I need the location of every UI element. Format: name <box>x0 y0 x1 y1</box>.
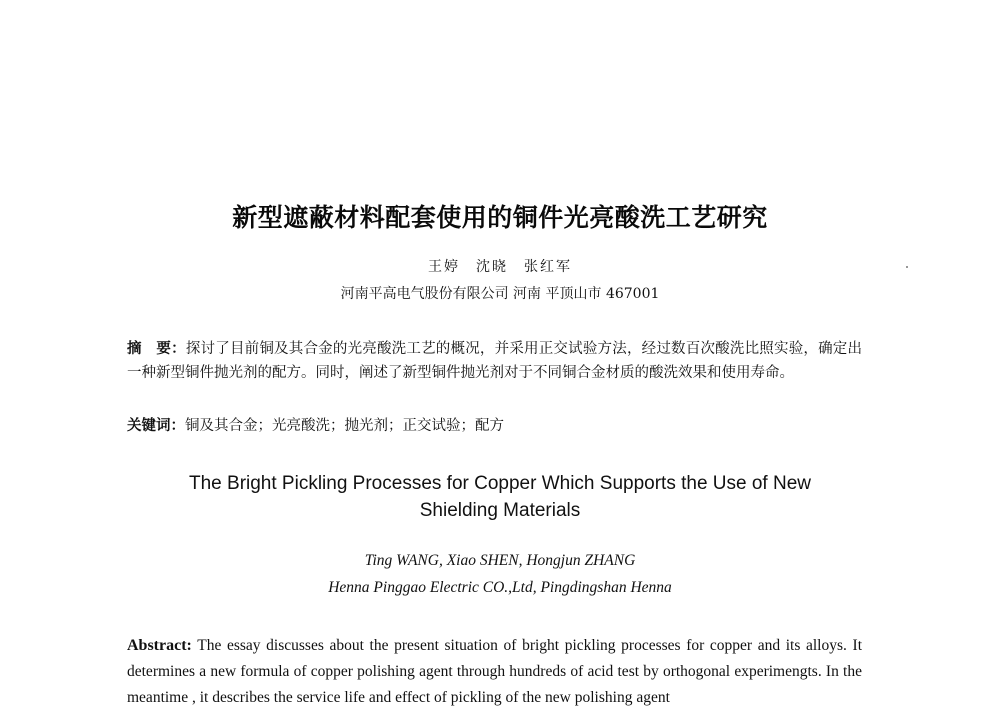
keywords-chinese-label: 关键词： <box>127 418 185 434</box>
keywords-chinese <box>127 414 862 438</box>
paper-title-english <box>150 470 850 524</box>
affiliation-english: Henna Pinggao Electric CO.,Ltd, Pingdingshan Henna <box>328 579 672 596</box>
paper-title-chinese: 新型遮蔽材料配套使用的铜件光亮酸洗工艺研究 <box>232 203 768 232</box>
paper-title-english-line-2: Shielding Materials <box>419 500 581 521</box>
authors-english: Ting WANG, Xiao SHEN, Hongjun ZHANG <box>364 552 636 569</box>
keywords-chinese-text: 铜及其合金；光亮酸洗；抛光剂；正交试验；配方 <box>185 418 504 434</box>
affiliation-chinese: 河南平高电气股份有限公司 河南 平顶山市 467001 <box>340 286 660 302</box>
abstract-chinese-text: 探讨了目前铜及其合金的光亮酸洗工艺的概况，并采用正交试验方法，经过数百次酸洗比照实验，确定出一种新型铜件抛光剂的配方。同时，阐述了新型铜件抛光剂对于不同铜合金材质的酸洗效果和使用寿命。 <box>127 341 863 381</box>
abstract-english <box>127 633 862 711</box>
abstract-english-label: Abstract <box>127 637 187 654</box>
abstract-english-separator: : <box>186 637 192 654</box>
scan-speck <box>906 266 908 268</box>
authors-chinese: 王婷 沈晓 张红军 <box>428 259 572 275</box>
abstract-chinese <box>127 337 862 385</box>
paper-title-english-line-1: The Bright Pickling Processes for Copper Which Supports the Use of New <box>189 473 811 494</box>
abstract-chinese-label: 摘 要： <box>127 341 186 357</box>
abstract-english-text: The essay discusses about the present situation of bright pickling processes for copper and its alloys. It determines a new formula of copper polishing agent through hundreds of acid test by orthogonal experimengts. In the meantime , it describes the service life and effect of pickling of the new polishing agent <box>127 637 862 706</box>
